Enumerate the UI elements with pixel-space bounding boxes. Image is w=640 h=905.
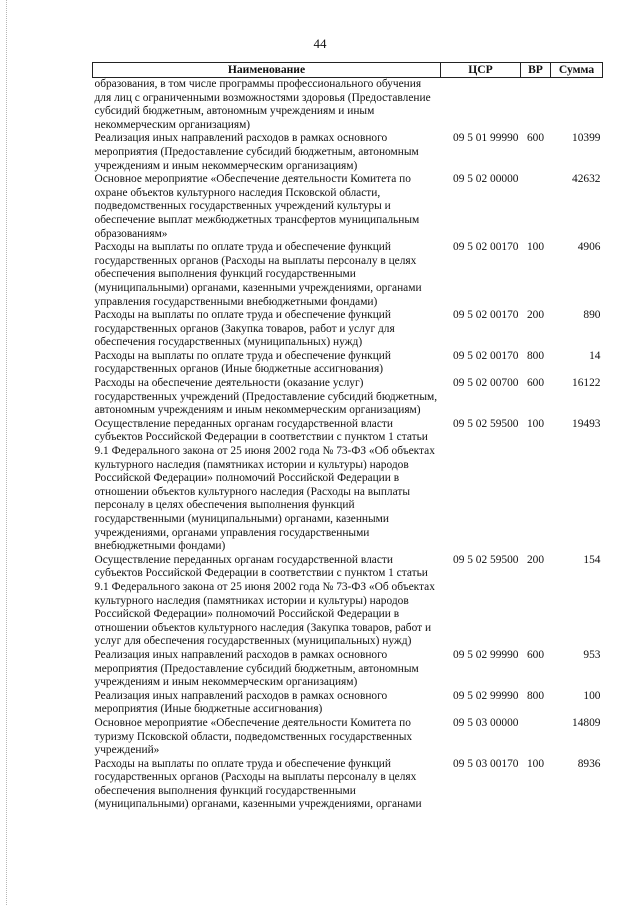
row-sum: 8936: [577, 757, 601, 770]
table-row: [93, 78, 603, 133]
table-row: [93, 377, 603, 418]
table-row: [93, 309, 603, 350]
row-csr: 09 5 02 00700: [453, 377, 519, 390]
row-name: Расходы на выплаты по оплате труда и обеспечение функций государственных органов (Закупка товаров, работ и услуг для обеспечения государственных (муниципальных) нужд): [94, 309, 395, 349]
row-name: Расходы на выплаты по оплате труда и обеспечение функций государственных органов (Расходы на выплаты персоналу в целях обеспечения выполнения функций государственными (муниципальными) органами, казенными учреждениями, органами: [94, 757, 422, 811]
row-name: Осуществление переданных органам государственной власти субъектов Российской Федерации в соответствии с пунктом 1 статьи 9.1 Федерального закона от 25 июня 2002 года № 73-ФЗ «Об объектах культурного наследия (памятниках истории и культуры) народов Российской Федерации» полномочий Российской Федерации в отношении объектов культурного наследия (Расходы на выплаты персоналу в целях обеспечения выполнения функций государственными (муниципальными) органами, казенными учреждениями, органами управления государственными внебюджетными фондами): [94, 417, 435, 553]
row-csr: 09 5 03 00170: [453, 757, 519, 770]
table-row: [93, 690, 603, 717]
row-sum: 154: [583, 553, 601, 566]
table-row: [93, 554, 603, 649]
row-name: Основное мероприятие «Обеспечение деятельности Комитета по туризму Псковской области, подведомственных государственных учреждений»: [94, 716, 413, 757]
table-row: [93, 758, 603, 812]
row-vr: [521, 717, 551, 758]
row-vr: [521, 173, 551, 241]
row-sum: 4906: [577, 241, 601, 254]
row-csr: 09 5 02 00000: [453, 173, 519, 186]
row-sum: 953: [583, 648, 601, 661]
table-row: [93, 241, 603, 309]
header-sum: Сумма: [551, 63, 603, 78]
row-sum: 890: [583, 309, 601, 322]
table-row: [93, 350, 603, 377]
row-vr: 800: [526, 349, 545, 362]
row-vr: 600: [526, 648, 545, 661]
row-sum: 42632: [572, 173, 601, 186]
row-csr: 09 5 02 59500: [453, 417, 519, 430]
table-row: [93, 717, 603, 758]
scan-edge-border: [6, 0, 7, 905]
row-vr: 100: [526, 241, 545, 254]
row-csr: 09 5 02 00170: [453, 309, 519, 322]
row-sum: 16122: [572, 377, 601, 390]
row-sum: 14: [589, 349, 601, 362]
row-name: Расходы на выплаты по оплате труда и обеспечение функций государственных органов (Иные бюджетные ассигнования): [94, 349, 391, 376]
header-vr: ВР: [521, 63, 551, 78]
row-name: Осуществление переданных органам государственной власти субъектов Российской Федерации в соответствии с пунктом 1 статьи 9.1 Федерального закона от 25 июня 2002 года № 73-ФЗ «Об объектах культурного наследия (памятниках истории и культуры) народов Российской Федерации» полномочий Российской Федерации в отношении объектов культурного наследия (Закупка товаров, работ и услуг для обеспечения государственных (муниципальных) нужд): [94, 553, 435, 648]
row-csr: 09 5 02 00170: [453, 241, 519, 254]
header-name: Наименование: [93, 63, 441, 78]
header-csr: ЦСР: [441, 63, 521, 78]
table-header-row: [93, 63, 603, 78]
row-csr: 09 5 02 59500: [453, 553, 519, 566]
table-row: [93, 649, 603, 690]
row-csr: 09 5 02 00170: [453, 349, 519, 362]
row-csr: 09 5 02 99990: [453, 689, 519, 702]
row-vr: 200: [526, 309, 545, 322]
row-name: Основное мероприятие «Обеспечение деятельности Комитета по охране объектов культурного наследия Псковской области, подведомственных государственных учреждений культуры и обеспечение выплат межбюджетных трансфертов муниципальным образованиям»: [94, 173, 420, 240]
row-sum: 10399: [572, 132, 601, 145]
table-row: [93, 132, 603, 173]
row-vr: 600: [526, 132, 545, 145]
row-vr: 200: [526, 553, 545, 566]
row-name: Реализация иных направлений расходов в рамках основного мероприятия (Иные бюджетные ассигнования): [94, 689, 388, 716]
row-csr: 09 5 03 00000: [453, 716, 519, 729]
row-csr: 09 5 01 99990: [453, 132, 519, 145]
row-name: Реализация иных направлений расходов в рамках основного мероприятия (Предоставление субсидий бюджетным, автономным учреждениям и иным некоммерческим организациям): [94, 132, 419, 172]
row-vr: 100: [526, 757, 545, 770]
budget-table: [92, 62, 603, 812]
row-name: Расходы на выплаты по оплате труда и обеспечение функций государственных органов (Расходы на выплаты персоналу в целях обеспечения выполнения функций государственными (муниципальными) органами, казенными учреждениями, органами управления государственными внебюджетными фондами): [94, 241, 422, 308]
table-row: [93, 418, 603, 554]
row-vr: 600: [526, 377, 545, 390]
row-name: образования, в том числе программы профессионального обучения для лиц с ограниченными возможностями здоровья (Предоставление субсидий бюджетным, автономным учреждениям и иным некоммерческим организациям): [94, 78, 431, 131]
row-vr: 100: [526, 417, 545, 430]
row-sum: [551, 78, 603, 133]
row-vr: [521, 78, 551, 133]
table-row: [93, 173, 603, 241]
row-sum: 19493: [572, 417, 601, 430]
row-csr: [441, 78, 521, 133]
row-sum: 14809: [572, 716, 601, 729]
row-name: Расходы на обеспечение деятельности (оказание услуг) государственных учреждений (Предоставление субсидий бюджетным, автономным учреждениям и иным некоммерческим организациям): [94, 377, 438, 417]
row-sum: 100: [583, 689, 601, 702]
row-name: Реализация иных направлений расходов в рамках основного мероприятия (Предоставление субсидий бюджетным, автономным учреждениям и иным некоммерческим организациям): [94, 648, 419, 689]
row-vr: 800: [526, 689, 545, 702]
row-csr: 09 5 02 99990: [453, 648, 519, 661]
page-number: 44: [313, 36, 327, 51]
